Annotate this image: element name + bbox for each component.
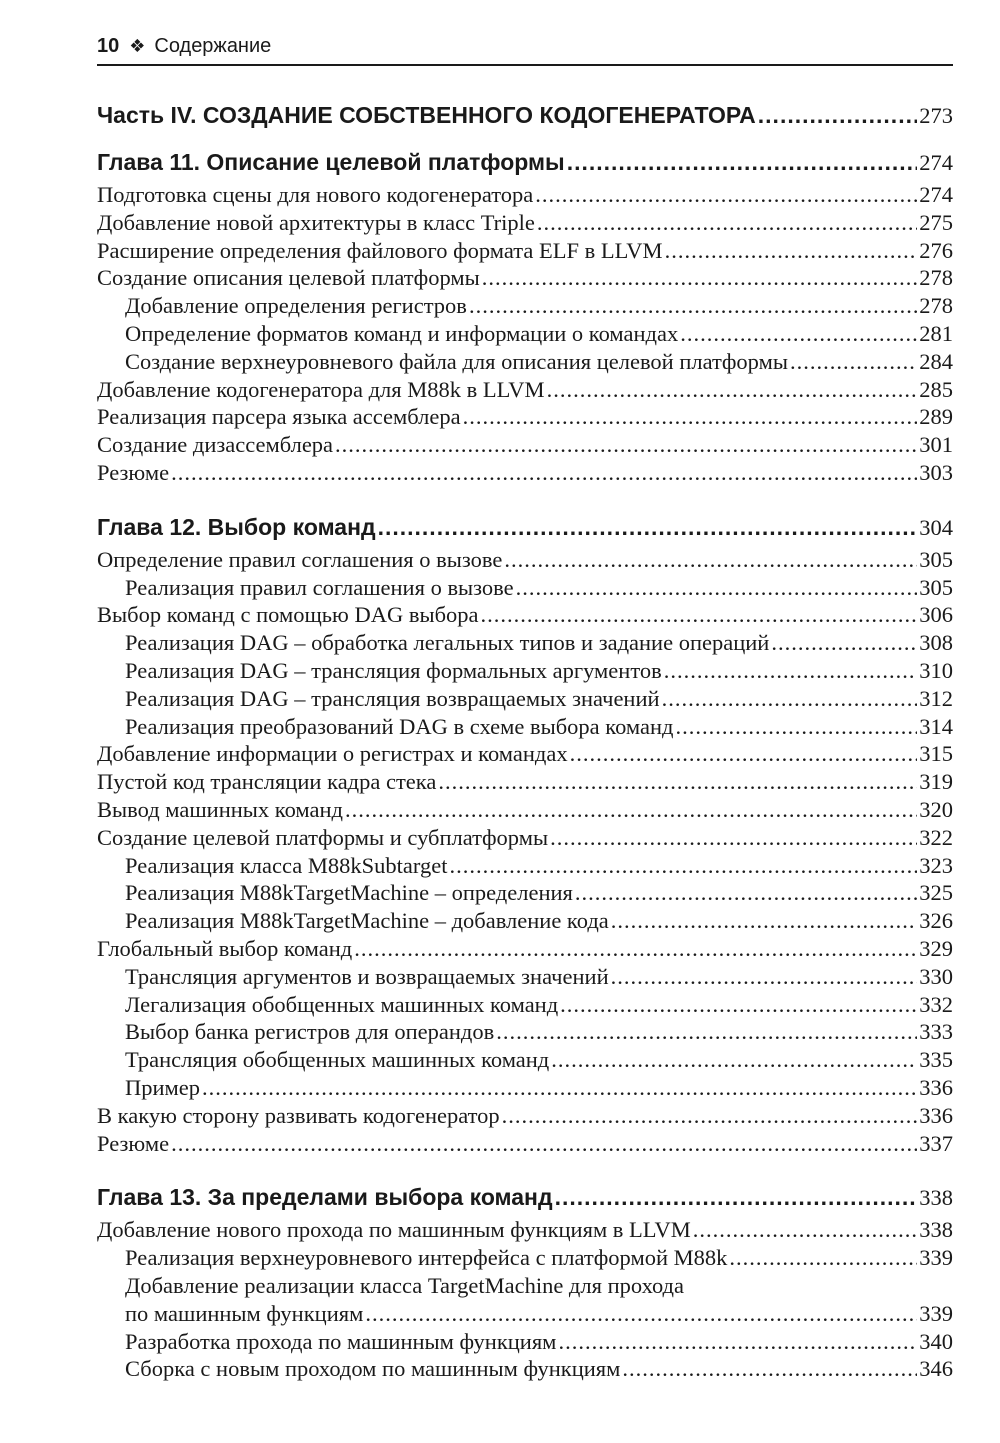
dot-leader [516,574,918,602]
toc-entry-page: 278 [919,265,953,291]
toc-entry[interactable] [97,601,953,629]
toc-entry-title: В какую сторону развивать кодогенератор [97,1102,500,1128]
section-title: Содержание [154,34,272,57]
toc-entry-page: 308 [919,630,953,656]
toc-entry[interactable] [97,209,953,237]
dot-leader [558,1328,917,1356]
toc-entry-title: Реализация правил соглашения о вызове [125,574,514,600]
dot-leader [171,459,917,487]
toc-entry-title: Разработка прохода по машинным функциям [125,1328,557,1354]
dot-leader [665,237,918,265]
toc-subentry[interactable] [97,320,953,348]
toc-subentry[interactable] [97,852,953,880]
dot-leader [551,1046,917,1074]
dot-leader [463,403,918,431]
toc-entry-page: 314 [919,713,953,739]
toc-entry-title: Добавление кодогенератора для M88k в LLVM [97,376,545,402]
toc-entry-title: Часть IV. СОЗДАНИЕ СОБСТВЕННОГО КОДОГЕНЕРАТОРА [97,102,756,128]
toc-entry-page: 274 [919,182,953,207]
toc-entry[interactable] [97,264,953,292]
toc-subentry[interactable] [97,292,953,320]
toc-entry-page: 281 [919,320,953,346]
toc-subentry[interactable] [97,963,953,991]
toc-entry-page: 276 [919,237,953,263]
toc-entry[interactable] [97,824,953,852]
toc-entry-page: 278 [919,293,953,319]
dot-leader [482,264,918,292]
toc-entry-page: 306 [919,602,953,628]
toc-subentry-continuation[interactable] [97,1300,953,1328]
dot-leader [481,601,918,629]
toc-part-heading[interactable] [97,99,953,132]
toc-entry-title: Расширение определения файлового формата ELF в LLVM [97,237,663,263]
dot-leader [345,796,917,824]
toc-entry[interactable] [97,403,953,431]
toc-entry-page: 339 [919,1300,953,1326]
toc-entry-title: Создание дизассемблера [97,432,334,458]
toc-entry-page: 304 [919,514,953,540]
toc-entry-title: Реализация преобразований DAG в схеме выбора команд [125,713,674,739]
toc-subentry[interactable] [97,991,953,1019]
toc-entry-page: 303 [919,459,953,485]
toc-entry-title: Добавление реализации класса TargetMachine для прохода [125,1272,684,1298]
spacer [97,487,953,511]
toc-entry-title: Глава 11. Описание целевой платформы [97,149,565,175]
toc-entry-page: 285 [919,376,953,402]
toc-entry-page: 332 [919,991,953,1017]
toc-subentry[interactable] [97,1244,953,1272]
dot-leader [611,907,917,935]
toc-entry-page: 322 [919,824,953,850]
toc-entry-page: 340 [919,1328,953,1354]
dot-leader [567,146,918,179]
toc-entry-title: Добавление нового прохода по машинным функциям в LLVM [97,1217,691,1243]
dot-leader [502,1102,918,1130]
toc-subentry[interactable] [97,657,953,685]
toc-entry-page: 319 [919,769,953,795]
toc-entry-title: Выбор банка регистров для операндов [125,1019,495,1045]
toc-entry-title: Трансляция аргументов и возвращаемых значений [125,963,609,989]
dot-leader [365,1300,917,1328]
toc-entry-page: 305 [919,574,953,600]
page-number: 10 [97,34,120,57]
toc-entry-page: 339 [919,1245,953,1271]
toc-entry-title: Определение правил соглашения о вызове [97,546,503,572]
dot-leader [469,292,917,320]
toc-entry-title: Добавление определения регистров [125,293,467,319]
toc-entry-page: 335 [919,1047,953,1073]
dot-leader [354,935,917,963]
toc-subentry[interactable] [97,879,953,907]
dot-leader [570,740,918,768]
toc-entry-page: 330 [919,963,953,989]
toc-entry-page: 338 [919,1217,953,1243]
toc-entry[interactable] [97,740,953,768]
toc-entry-title: Резюме [97,1130,170,1156]
toc-entry-title: Легализация обобщенных машинных команд [125,991,559,1017]
dot-leader [202,1074,917,1102]
dot-leader [662,685,918,713]
toc-entry-title: Создание верхнеуровневого файла для описания целевой платформы [125,348,788,374]
dot-leader [504,546,917,574]
dot-leader [790,348,917,376]
toc-entry[interactable] [97,181,953,209]
dot-leader [729,1244,917,1272]
toc-entry-page: 310 [919,657,953,683]
dot-leader [171,1130,917,1158]
toc-entry-page: 338 [919,1185,953,1211]
toc-entry-page: 275 [919,209,953,235]
toc-entry-page: 336 [919,1102,953,1128]
toc-entry-title: Реализация верхнеуровневого интерфейса с платформой M88k [125,1245,728,1271]
toc-entry-title: Реализация класса M88kSubtarget [125,852,448,878]
toc-entry-title: Создание описания целевой платформы [97,265,480,291]
toc-entry-title: Реализация парсера языка ассемблера [97,404,461,430]
diamond-ornament-icon: ❖ [129,35,146,56]
toc-entry-page: 301 [919,432,953,458]
toc-subentry[interactable] [97,629,953,657]
toc-chapter-heading[interactable] [97,146,953,179]
toc-subentry-first-line[interactable] [97,1272,953,1300]
toc-entry-page: 312 [919,685,953,711]
toc-entry-title: Глобальный выбор команд [97,935,353,961]
dot-leader [535,181,917,209]
toc-entry[interactable] [97,768,953,796]
toc-entry[interactable] [97,1130,953,1158]
dot-leader [449,852,917,880]
toc-subentry[interactable] [97,1074,953,1102]
toc-entry-title: Реализация DAG – обработка легальных типов и задание операций [125,630,770,656]
toc-entry-title: Сборка с новым проходом по машинным функциям [125,1356,621,1382]
dot-leader [611,963,918,991]
dot-leader [496,1018,917,1046]
toc-entry-title: Резюме [97,459,170,485]
toc-entry[interactable] [97,459,953,487]
toc-entry-title: Реализация M88kTargetMachine – определения [125,880,573,906]
toc-entry-page: 274 [919,150,953,175]
toc-entry-title: Выбор команд с помощью DAG выбора [97,602,479,628]
toc-entry[interactable] [97,935,953,963]
toc-entry[interactable] [97,1216,953,1244]
toc-entry-page: 273 [919,103,953,128]
toc-entry-title: Вывод машинных команд [97,796,343,822]
toc-entry-title: Реализация DAG – трансляция возвращаемых значений [125,685,660,711]
table-of-contents [97,93,953,1383]
dot-leader [378,511,918,544]
toc-entry-title: Глава 13. За пределами выбора команд [97,1184,553,1211]
dot-leader [335,431,917,459]
toc-entry-title: Пример [125,1074,201,1100]
toc-entry[interactable] [97,1102,953,1130]
toc-entry-page: 289 [919,404,953,430]
toc-subentry[interactable] [97,1355,953,1383]
dot-leader [555,1181,918,1214]
toc-entry[interactable] [97,376,953,404]
toc-entry-page: 337 [919,1130,953,1156]
toc-entry-page: 315 [919,741,953,767]
toc-entry-page: 284 [919,348,953,374]
toc-subentry[interactable] [97,1018,953,1046]
dot-leader [547,376,918,404]
dot-leader [664,657,918,685]
dot-leader [693,1216,918,1244]
dot-leader [550,824,917,852]
toc-entry-title: Пустой код трансляции кадра стека [97,769,437,795]
dot-leader [560,991,917,1019]
running-head [97,28,953,66]
toc-entry-title: Добавление новой архитектуры в класс Triple [97,209,535,235]
dot-leader [575,879,917,907]
toc-entry-page: 305 [919,546,953,572]
toc-entry-page: 346 [919,1356,953,1382]
toc-entry-page: 329 [919,935,953,961]
toc-subentry[interactable] [97,685,953,713]
toc-subentry[interactable] [97,907,953,935]
toc-subentry[interactable] [97,713,953,741]
dot-leader [622,1355,917,1383]
toc-entry-title: Реализация M88kTargetMachine – добавление кода [125,908,609,934]
toc-entry-title: Глава 12. Выбор команд [97,513,376,540]
dot-leader [771,629,917,657]
toc-entry-title: Определение форматов команд и информации о командах [125,320,679,346]
toc-subentry[interactable] [97,1328,953,1356]
dot-leader [537,209,917,237]
toc-entry-title: Добавление информации о регистрах и командах [97,741,568,767]
toc-entry-page: 336 [919,1074,953,1100]
toc-subentry[interactable] [97,348,953,376]
toc-subentry[interactable] [97,1046,953,1074]
toc-entry[interactable] [97,237,953,265]
toc-entry-title: Создание целевой платформы и субплатформы [97,824,549,850]
dot-leader [758,99,917,132]
toc-entry-page: 320 [919,796,953,822]
toc-entry-page: 326 [919,908,953,934]
toc-entry-title: Трансляция обобщенных машинных команд [125,1047,550,1073]
toc-entry[interactable] [97,546,953,574]
dot-leader [675,713,917,741]
toc-entry[interactable] [97,431,953,459]
toc-entry-title: по машинным функциям [125,1300,364,1326]
toc-entry[interactable] [97,796,953,824]
dot-leader [438,768,917,796]
toc-entry-page: 333 [919,1019,953,1045]
toc-entry-title: Подготовка сцены для нового кодогенератора [97,182,534,207]
toc-entry-page: 325 [919,880,953,906]
toc-chapter-heading[interactable] [97,1181,953,1214]
toc-entry-page: 323 [919,852,953,878]
toc-chapter-heading[interactable] [97,511,953,544]
toc-subentry[interactable] [97,574,953,602]
toc-entry-title: Реализация DAG – трансляция формальных аргументов [125,657,662,683]
dot-leader [680,320,917,348]
spacer [97,1157,953,1181]
